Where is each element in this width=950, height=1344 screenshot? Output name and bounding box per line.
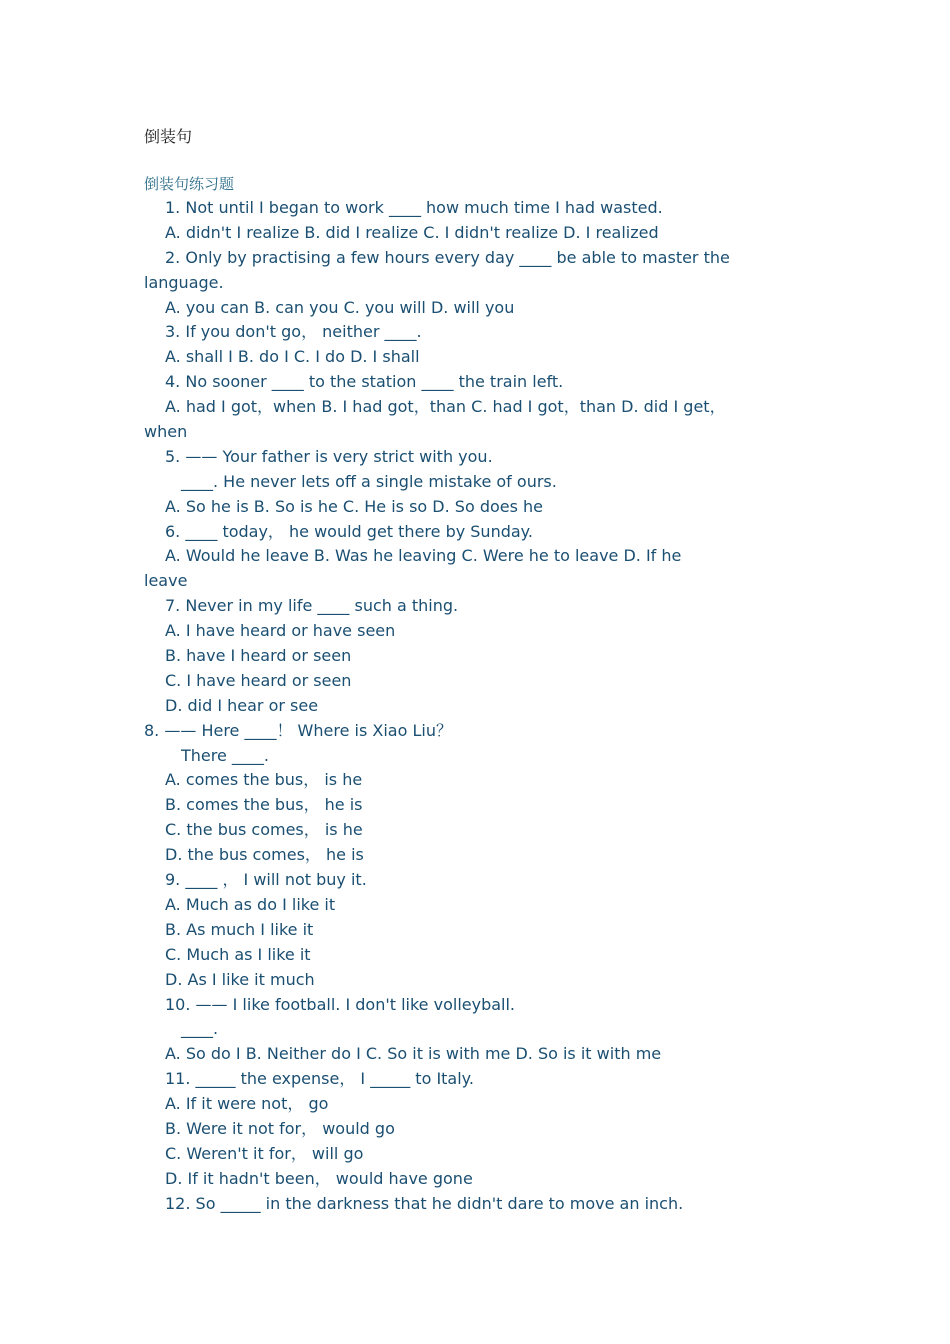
exercise-line: ____. (181, 1019, 219, 1039)
exercise-line: A. comes the bus， is he (165, 770, 363, 790)
exercise-line: There ____. (181, 745, 269, 765)
exercise-line: 5. —— Your father is very strict with you. (165, 446, 493, 466)
exercise-line: 8. —— Here ____！ Where is Xiao Liu？ (144, 720, 452, 740)
exercise-line: 11. _____ the expense， I _____ to Italy. (165, 1069, 474, 1089)
exercise-line: C. the bus comes， is he (165, 820, 363, 840)
exercise-line: 4. No sooner ____ to the station ____ the train left. (165, 372, 564, 392)
exercise-line: D. As I like it much (165, 969, 315, 989)
exercise-line: ____. He never lets off a single mistake of ours. (181, 471, 557, 491)
exercise-line: A. you can B. can you C. you will D. will you (165, 297, 515, 317)
exercise-line: D. If it hadn't been， would have gone (165, 1168, 473, 1188)
exercise-line: D. the bus comes， he is (165, 845, 364, 865)
exercise-line: A. had I got，when B. I had got，than C. had I got，than D. did I get， (165, 397, 726, 417)
exercise-line: A. So do I B. Neither do I C. So it is with me D. So is it with me (165, 1044, 662, 1064)
exercise-line: C. Much as I like it (165, 944, 311, 964)
exercise-line: 12. So _____ in the darkness that he didn't dare to move an inch. (165, 1193, 684, 1213)
exercise-line: A. So he is B. So is he C. He is so D. So does he (165, 496, 544, 516)
exercise-line: 10. —— I like football. I don't like volleyball. (165, 994, 516, 1014)
exercise-line: A. shall I B. do I C. I do D. I shall (165, 347, 420, 367)
exercise-line: C. I have heard or seen (165, 670, 352, 690)
exercise-line: B. Were it not for， would go (165, 1118, 395, 1138)
document-title: 倒装句 (144, 127, 193, 146)
exercise-line: A. didn't I realize B. did I realize C. I didn't realize D. I realized (165, 222, 659, 242)
exercise-line: C. Weren't it for， will go (165, 1143, 364, 1163)
exercise-line: B. As much I like it (165, 919, 314, 939)
exercise-line: when (144, 422, 188, 442)
exercise-line: 6. ____ today， he would get there by Sunday. (165, 521, 533, 541)
exercise-line: 2. Only by practising a few hours every day ____ be able to master the (165, 247, 730, 267)
exercise-line: 3. If you don't go， neither ____. (165, 322, 422, 342)
exercise-line: B. have I heard or seen (165, 646, 352, 666)
exercise-line: language. (144, 272, 224, 292)
exercise-heading: 倒装句练习题 (144, 175, 235, 193)
exercise-line: D. did I hear or see (165, 695, 319, 715)
exercise-line: A. Would he leave B. Was he leaving C. Were he to leave D. If he (165, 546, 682, 566)
exercise-line: 1. Not until I began to work ____ how much time I had wasted. (165, 198, 663, 217)
exercise-line: 7. Never in my life ____ such a thing. (165, 596, 459, 616)
exercise-line: A. Much as do I like it (165, 894, 336, 914)
exercise-line: leave (144, 571, 188, 591)
exercise-line: 9. ____ ， I will not buy it. (165, 870, 367, 890)
exercise-lines (144, 196, 824, 1217)
exercise-line: A. I have heard or have seen (165, 621, 396, 641)
exercise-line: B. comes the bus， he is (165, 795, 363, 815)
exercise-line: A. If it were not， go (165, 1094, 329, 1114)
